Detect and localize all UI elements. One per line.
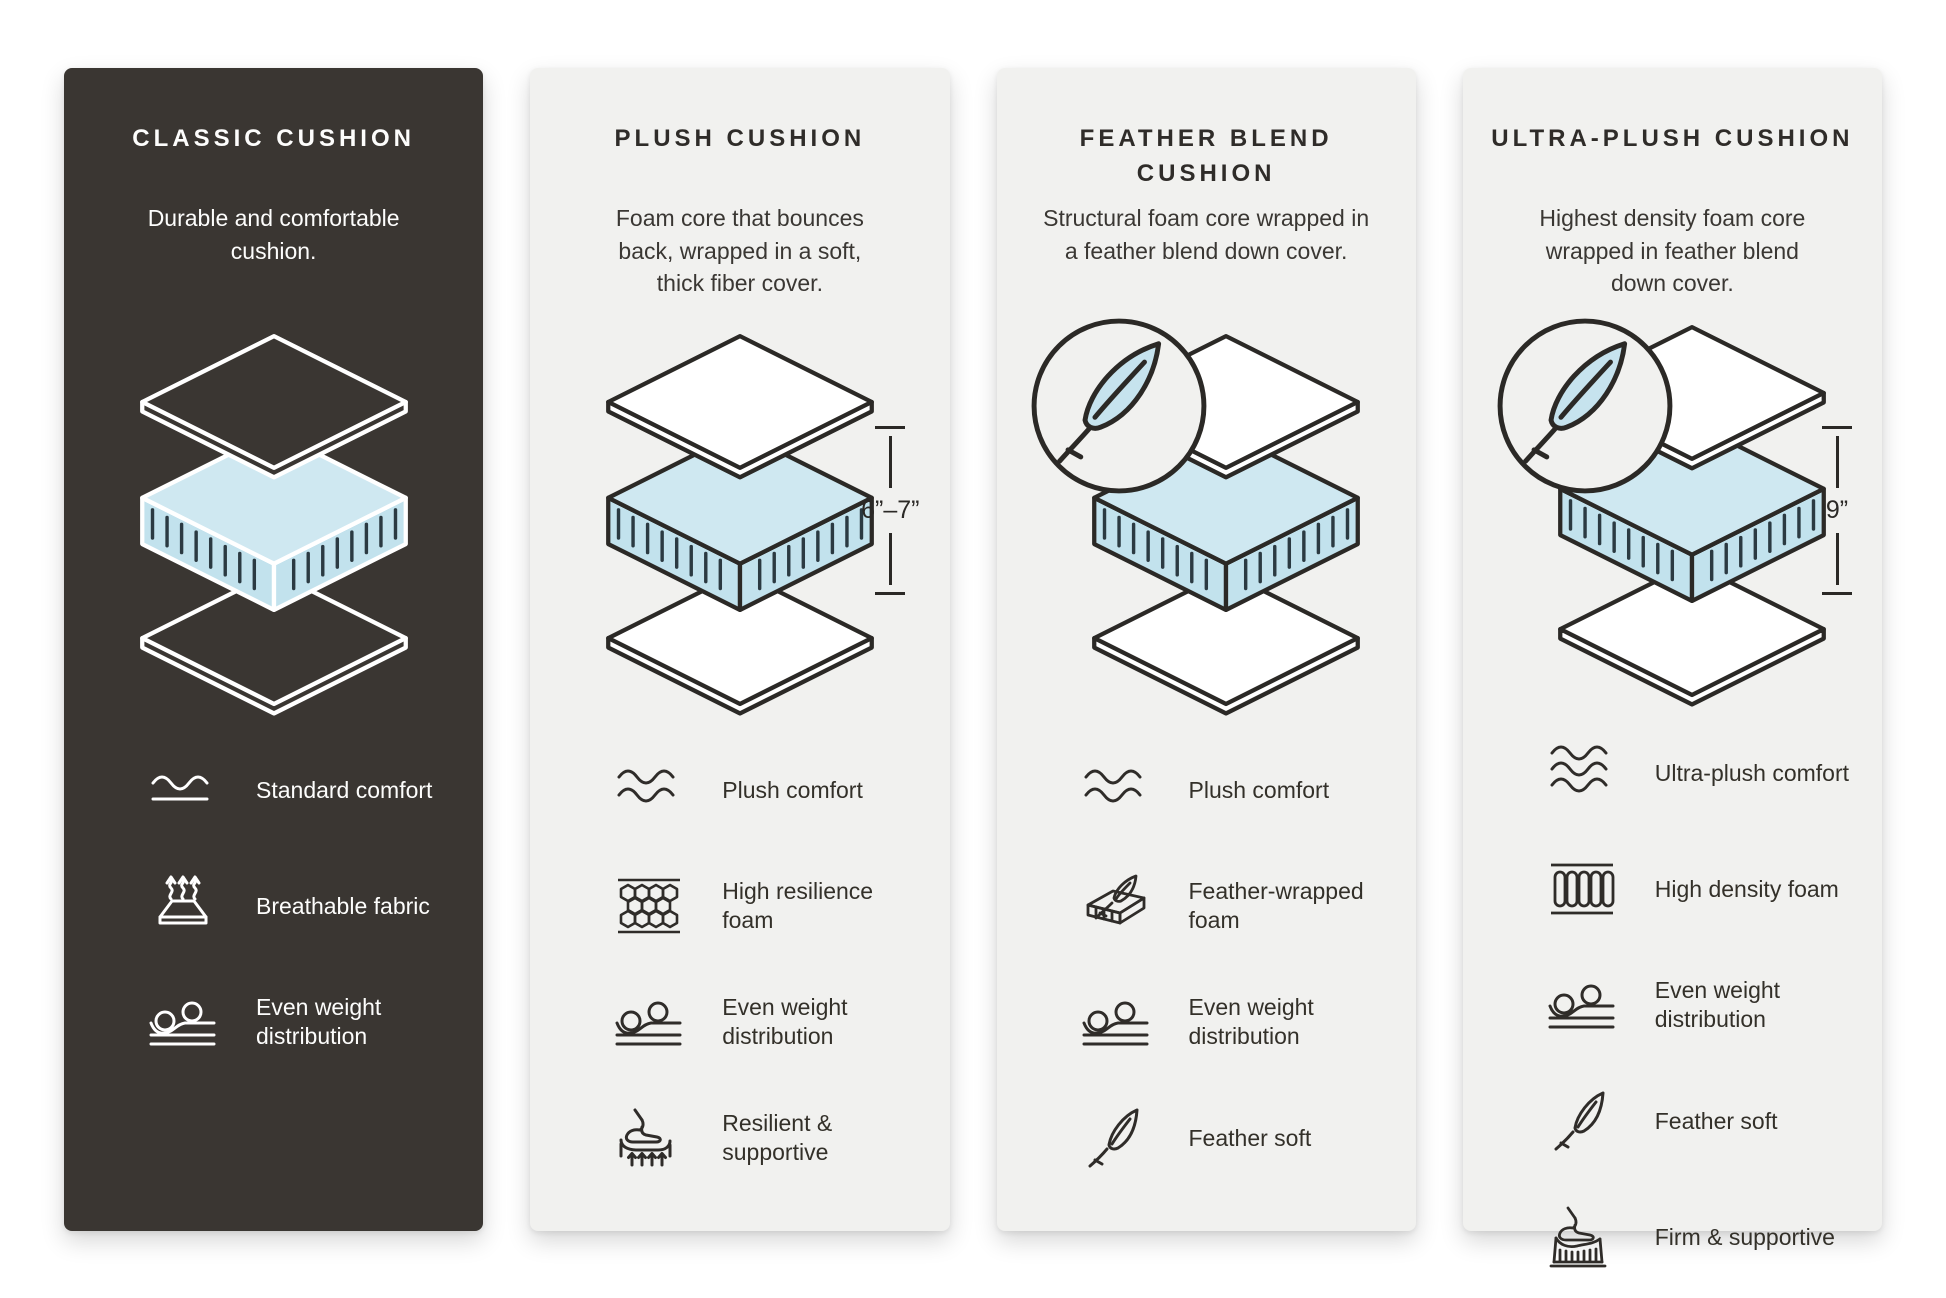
firm-supportive-icon [1545,1205,1619,1269]
wave-double-icon [1079,758,1153,822]
even-weight-icon [1079,990,1153,1054]
feather-badge-icon [1027,314,1211,498]
panel-ultra-plush-cushion [1463,68,1882,1250]
even-weight-icon [146,990,220,1054]
feature-label: Even weight distribution [1188,994,1314,1049]
feature-label: Even weight distribution [256,994,382,1049]
panel-description: Foam core that bounces back, wrapped in a soft, thick fiber cover. [615,205,864,297]
features-list [1491,741,1854,1269]
feature-label: Even weight distribution [1654,977,1781,1032]
feature-label: Standard comfort [256,776,433,803]
panel-classic-cushion [64,68,483,1231]
features-list [1025,758,1388,1170]
panel-title: PLUSH CUSHION [614,125,866,152]
feature-label: Breathable fabric [256,892,430,919]
feature-label: Feather-wrapped foam [1188,878,1364,933]
height-measurement [861,426,919,595]
high-density-foam-icon [1545,857,1619,921]
panel-title: FEATHER BLEND CUSHION [1079,125,1333,187]
measurement-cap [1822,592,1852,595]
cushion-illustration [1491,322,1854,707]
feature-label: Ultra-plush comfort [1654,759,1850,786]
feature-label: Plush comfort [722,776,863,803]
measurement-label: 9” [1825,496,1849,524]
feature-item [1545,1089,1854,1153]
cushion-illustration [1025,322,1388,724]
feature-item [146,758,455,822]
height-measurement [1822,426,1852,595]
wave-single-icon [146,758,220,822]
measurement-stem [1836,436,1839,488]
panel-feather-blend-cushion [997,68,1416,1231]
feather-soft-icon [1079,1106,1153,1170]
honeycomb-foam-icon [612,874,686,938]
feature-label: Resilient & supportive [722,1110,833,1165]
feature-item [612,758,921,822]
even-weight-icon [612,990,686,1054]
wave-triple-icon [1545,741,1619,805]
feature-item [612,874,921,938]
feature-item [146,990,455,1054]
feather-badge-icon [1493,314,1677,498]
cushion-illustration [558,322,921,724]
feature-item [1079,1106,1388,1170]
even-weight-icon [1545,973,1619,1037]
resilient-supportive-icon [612,1106,686,1170]
feature-label: Feather soft [1654,1107,1778,1134]
measurement-stem [1836,533,1839,585]
panel-title: CLASSIC CUSHION [132,125,415,152]
feature-label: High resilience foam [722,878,874,933]
wave-double-icon [612,758,686,822]
features-list [92,758,455,1054]
feature-item [1545,1205,1854,1269]
feature-label: Firm & supportive [1654,1223,1835,1250]
feature-item [612,990,921,1054]
features-list [558,758,921,1170]
measurement-label: 6”–7” [861,496,920,524]
breathable-fabric-icon [146,874,220,938]
cushion-layers-icon [586,331,894,716]
feature-label: Even weight distribution [722,994,848,1049]
measurement-cap [875,426,905,429]
feature-label: Plush comfort [1188,776,1330,803]
feature-item [1079,758,1388,822]
panel-title: ULTRA-PLUSH CUSHION [1491,125,1854,152]
measurement-cap [875,592,905,595]
measurement-cap [1822,426,1852,429]
feature-label: High density foam [1654,875,1839,902]
feature-item [1079,874,1388,938]
feature-item [612,1106,921,1170]
feather-soft-icon [1545,1089,1619,1153]
measurement-stem [889,533,892,585]
panel-description: Structural foam core wrapped in a feather blend down cover. [1043,205,1370,264]
cushion-illustration [92,322,455,724]
feature-label: Feather soft [1188,1124,1312,1151]
feature-item [1545,741,1854,805]
panel-description: Highest density foam core wrapped in feather blend down cover. [1539,205,1806,297]
feature-item [1545,857,1854,921]
panel-plush-cushion [530,68,949,1231]
panel-description: Durable and comfortable cushion. [147,205,400,264]
cushion-layers-icon [120,331,428,716]
feather-wrapped-foam-icon [1079,874,1153,938]
feature-item [1545,973,1854,1037]
feature-item [146,874,455,938]
measurement-stem [889,436,892,488]
feature-item [1079,990,1388,1054]
